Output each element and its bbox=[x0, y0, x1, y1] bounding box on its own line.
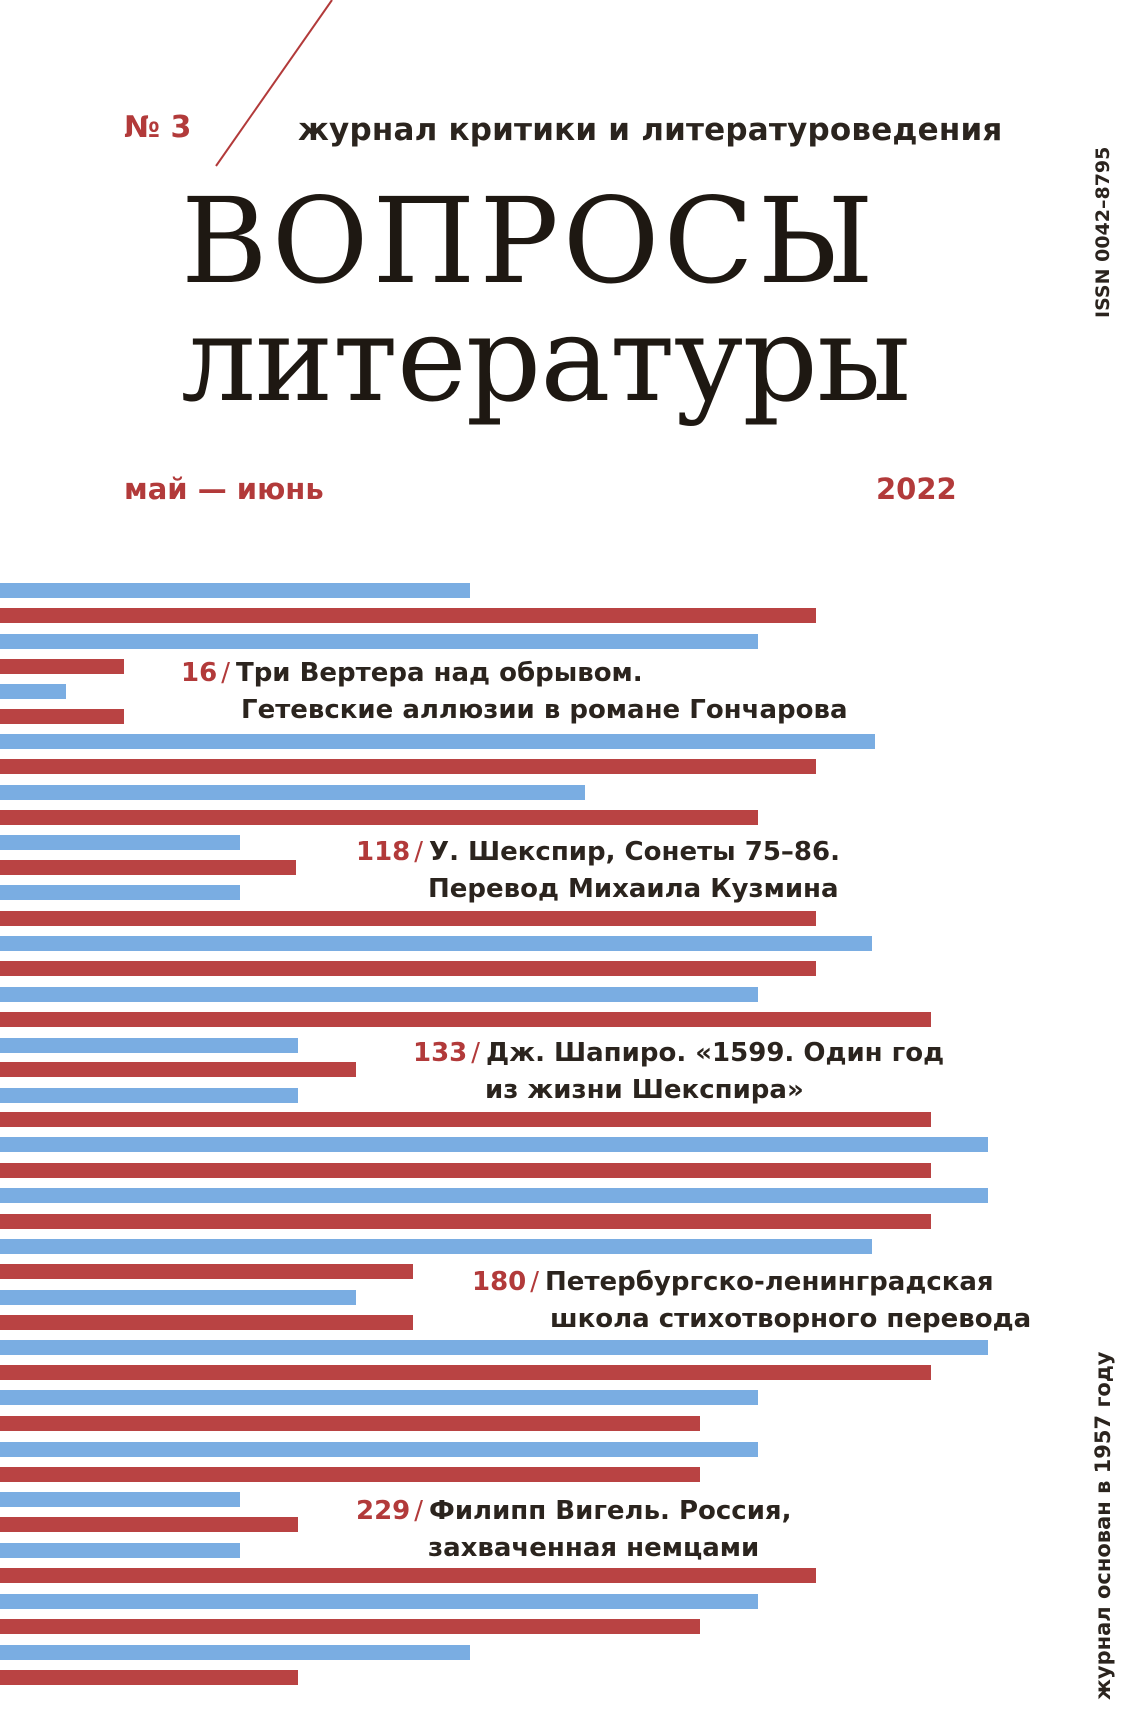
title-line2: литературы bbox=[181, 290, 910, 428]
article-page: 133 bbox=[413, 1038, 468, 1068]
stripe-red bbox=[0, 1568, 816, 1583]
stripe-red bbox=[0, 1315, 413, 1330]
stripe-red bbox=[0, 1670, 298, 1685]
article-page: 229 bbox=[356, 1496, 411, 1526]
stripe-blue bbox=[0, 987, 758, 1002]
stripe-red bbox=[0, 961, 816, 976]
stripe-red bbox=[0, 1264, 413, 1279]
stripe-blue bbox=[0, 1390, 758, 1405]
article-title-line1: Филипп Вигель. Россия, bbox=[429, 1496, 792, 1526]
article-title-line1: Петербургско-ленинградская bbox=[545, 1267, 994, 1297]
stripe-red bbox=[0, 1365, 931, 1380]
stripe-red bbox=[0, 1214, 931, 1229]
article-title-line2: Гетевские аллюзии в романе Гончарова bbox=[241, 695, 848, 725]
article-page: 180 bbox=[472, 1267, 527, 1297]
article-separator: / bbox=[530, 1267, 540, 1297]
stripe-red bbox=[0, 1163, 931, 1178]
stripe-red bbox=[0, 1619, 700, 1634]
article-separator: / bbox=[471, 1038, 481, 1068]
stripe-red bbox=[0, 1416, 700, 1431]
stripe-blue bbox=[0, 1088, 298, 1103]
stripe-blue bbox=[0, 634, 758, 649]
title-line1: ВОПРОСЫ bbox=[181, 172, 878, 310]
stripe-red bbox=[0, 1467, 700, 1482]
stripe-red bbox=[0, 608, 816, 623]
stripe-blue bbox=[0, 936, 872, 951]
article-separator: / bbox=[414, 1496, 424, 1526]
stripe-blue bbox=[0, 1442, 758, 1457]
article-title-line2: захваченная немцами bbox=[428, 1533, 760, 1563]
article-page: 118 bbox=[356, 837, 411, 867]
stripe-blue bbox=[0, 684, 66, 699]
article-separator: / bbox=[414, 837, 424, 867]
article-page: 16 bbox=[181, 658, 218, 688]
stripe-blue bbox=[0, 583, 470, 598]
founded-label: журнал основан в 1957 году bbox=[1091, 1351, 1115, 1700]
article-title-line1: Дж. Шапиро. «1599. Один год bbox=[486, 1038, 945, 1068]
stripe-blue bbox=[0, 1594, 758, 1609]
stripe-red bbox=[0, 1012, 931, 1027]
article-title-line2: из жизни Шекспира» bbox=[485, 1075, 804, 1105]
article-item bbox=[472, 1264, 1031, 1338]
diagonal-line bbox=[0, 0, 1142, 200]
issue-months: май — июнь bbox=[124, 472, 324, 506]
stripe-blue bbox=[0, 885, 240, 900]
stripe-red bbox=[0, 709, 124, 724]
stripe-blue bbox=[0, 1137, 988, 1152]
article-title-line1: Три Вертера над обрывом. bbox=[235, 658, 643, 688]
stripe-blue bbox=[0, 1038, 298, 1053]
stripe-red bbox=[0, 860, 296, 875]
stripe-red bbox=[0, 1112, 931, 1127]
article-item bbox=[413, 1035, 944, 1109]
tagline: журнал критики и литературоведения bbox=[298, 112, 1003, 148]
article-item bbox=[356, 1493, 792, 1567]
article-title-line2: школа стихотворного перевода bbox=[550, 1304, 1032, 1334]
stripe-blue bbox=[0, 1290, 356, 1305]
stripe-blue bbox=[0, 1188, 988, 1203]
stripe-blue bbox=[0, 1239, 872, 1254]
article-item bbox=[356, 834, 840, 908]
stripe-blue bbox=[0, 1492, 240, 1507]
article-title-line1: У. Шекспир, Сонеты 75–86. bbox=[429, 837, 840, 867]
issn-label: ISSN 0042–8795 bbox=[1092, 146, 1114, 318]
stripe-blue bbox=[0, 1645, 470, 1660]
stripe-red bbox=[0, 810, 758, 825]
stripe-blue bbox=[0, 785, 585, 800]
stripe-red bbox=[0, 1517, 298, 1532]
stripe-blue bbox=[0, 835, 240, 850]
article-item bbox=[181, 655, 848, 729]
stripe-red bbox=[0, 911, 816, 926]
stripe-red bbox=[0, 659, 124, 674]
article-separator: / bbox=[221, 658, 230, 688]
stripe-blue bbox=[0, 1543, 240, 1558]
stripe-blue bbox=[0, 734, 875, 749]
issue-number: № 3 bbox=[124, 110, 192, 145]
article-title-line2: Перевод Михаила Кузмина bbox=[428, 874, 839, 904]
stripe-red bbox=[0, 759, 816, 774]
stripe-blue bbox=[0, 1340, 988, 1355]
issue-year: 2022 bbox=[876, 472, 957, 506]
stripe-red bbox=[0, 1062, 356, 1077]
